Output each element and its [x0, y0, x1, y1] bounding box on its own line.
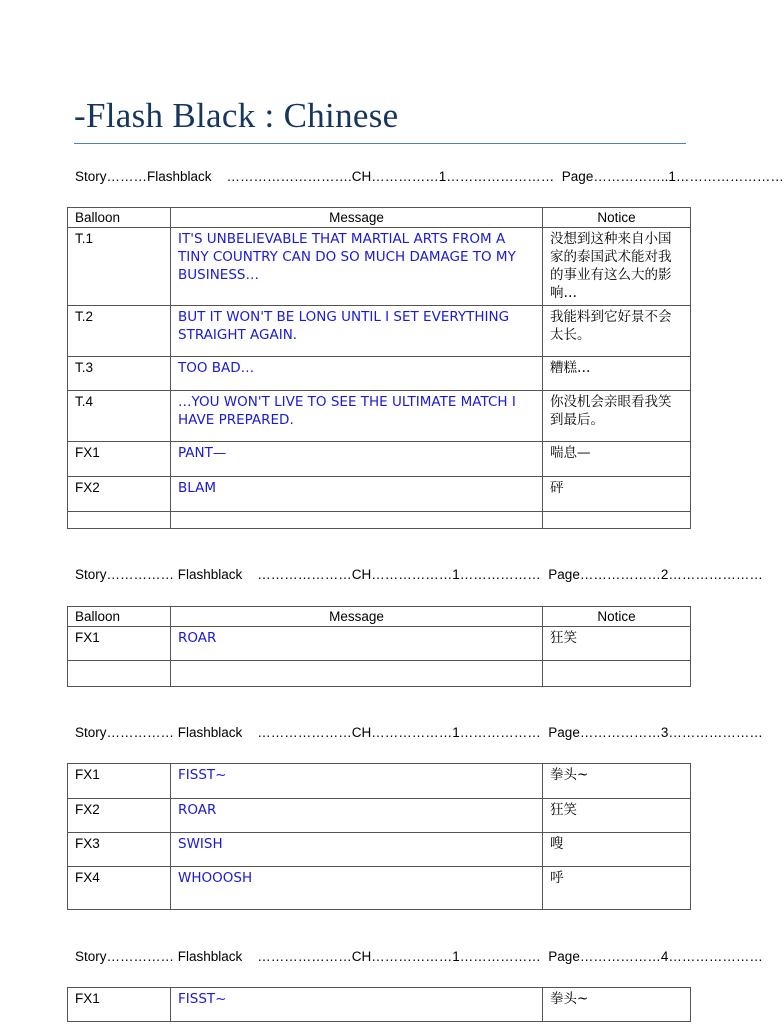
story-line-page-3: Story…………… Flashblack …………………CH………………1……………… Page………………3………………… [75, 725, 763, 740]
header-message: Message [171, 208, 543, 228]
notice-text: 没想到这种来自小国家的泰国武术能对我的事业有这么大的影响… [543, 228, 691, 306]
balloon-id: FX3 [68, 833, 171, 867]
document-title: -Flash Black : Chinese [74, 96, 399, 135]
notice-text: 呼 [543, 867, 691, 910]
table-row [68, 228, 691, 306]
table-row [68, 442, 691, 477]
notice-text: 狂笑 [543, 799, 691, 833]
message-text [171, 512, 543, 529]
story-line-page-2: Story…………… Flashblack …………………CH………………1……………… Page………………2………………… [75, 567, 763, 582]
balloon-id [68, 661, 171, 687]
table-row [68, 357, 691, 391]
balloon-id: FX2 [68, 799, 171, 833]
table-row [68, 391, 691, 442]
notice-text: 我能料到它好景不会太长。 [543, 306, 691, 357]
header-balloon: Balloon [68, 208, 171, 228]
message-text: ROAR [171, 627, 543, 661]
notice-text: 砰 [543, 477, 691, 512]
table-row-empty [68, 512, 691, 529]
table-row [68, 764, 691, 799]
balloon-id: T.3 [68, 357, 171, 391]
table-row [68, 306, 691, 357]
balloon-id: FX1 [68, 627, 171, 661]
table-header-row [68, 607, 691, 627]
translation-table-page-2 [67, 606, 691, 687]
table-row [68, 477, 691, 512]
message-text: PANT— [171, 442, 543, 477]
translation-table-page-1 [67, 207, 691, 529]
header-balloon: Balloon [68, 607, 171, 627]
balloon-id: FX2 [68, 477, 171, 512]
notice-text: 喘息— [543, 442, 691, 477]
message-text: IT'S UNBELIEVABLE THAT MARTIAL ARTS FROM A TINY COUNTRY CAN DO SO MUCH DAMAGE TO MY BUSINESS… [171, 228, 543, 306]
message-text: BUT IT WON'T BE LONG UNTIL I SET EVERYTHING STRAIGHT AGAIN. [171, 306, 543, 357]
message-text: FISST~ [171, 988, 543, 1022]
message-text: BLAM [171, 477, 543, 512]
message-text: ROAR [171, 799, 543, 833]
story-line-page-1: Story………Flashblack ……………………….CH……………1…………………… Page……………..1…………………… [75, 169, 784, 184]
balloon-id: FX1 [68, 442, 171, 477]
notice-text [543, 661, 691, 687]
header-notice: Notice [543, 208, 691, 228]
translation-table-page-3 [67, 763, 691, 910]
balloon-id: FX1 [68, 764, 171, 799]
table-row [68, 833, 691, 867]
translation-table-page-4 [67, 987, 691, 1022]
story-line-page-4: Story…………… Flashblack …………………CH………………1……………… Page………………4………………… [75, 949, 763, 964]
notice-text: 拳头~ [543, 764, 691, 799]
notice-text: 你没机会亲眼看我笑到最后。 [543, 391, 691, 442]
message-text: …YOU WON'T LIVE TO SEE THE ULTIMATE MATCH I HAVE PREPARED. [171, 391, 543, 442]
table-header-row [68, 208, 691, 228]
header-message: Message [171, 607, 543, 627]
notice-text: 嗖 [543, 833, 691, 867]
balloon-id: FX4 [68, 867, 171, 910]
table-row-empty [68, 661, 691, 687]
notice-text [543, 512, 691, 529]
message-text: WHOOOSH [171, 867, 543, 910]
message-text [171, 661, 543, 687]
notice-text: 糟糕… [543, 357, 691, 391]
table-row [68, 799, 691, 833]
message-text: TOO BAD… [171, 357, 543, 391]
balloon-id: T.4 [68, 391, 171, 442]
balloon-id: T.1 [68, 228, 171, 306]
notice-text: 狂笑 [543, 627, 691, 661]
table-row [68, 867, 691, 910]
title-underline [74, 143, 686, 144]
message-text: FISST~ [171, 764, 543, 799]
balloon-id [68, 512, 171, 529]
table-row [68, 627, 691, 661]
message-text: SWISH [171, 833, 543, 867]
balloon-id: FX1 [68, 988, 171, 1022]
notice-text: 拳头~ [543, 988, 691, 1022]
header-notice: Notice [543, 607, 691, 627]
table-row [68, 988, 691, 1022]
balloon-id: T.2 [68, 306, 171, 357]
